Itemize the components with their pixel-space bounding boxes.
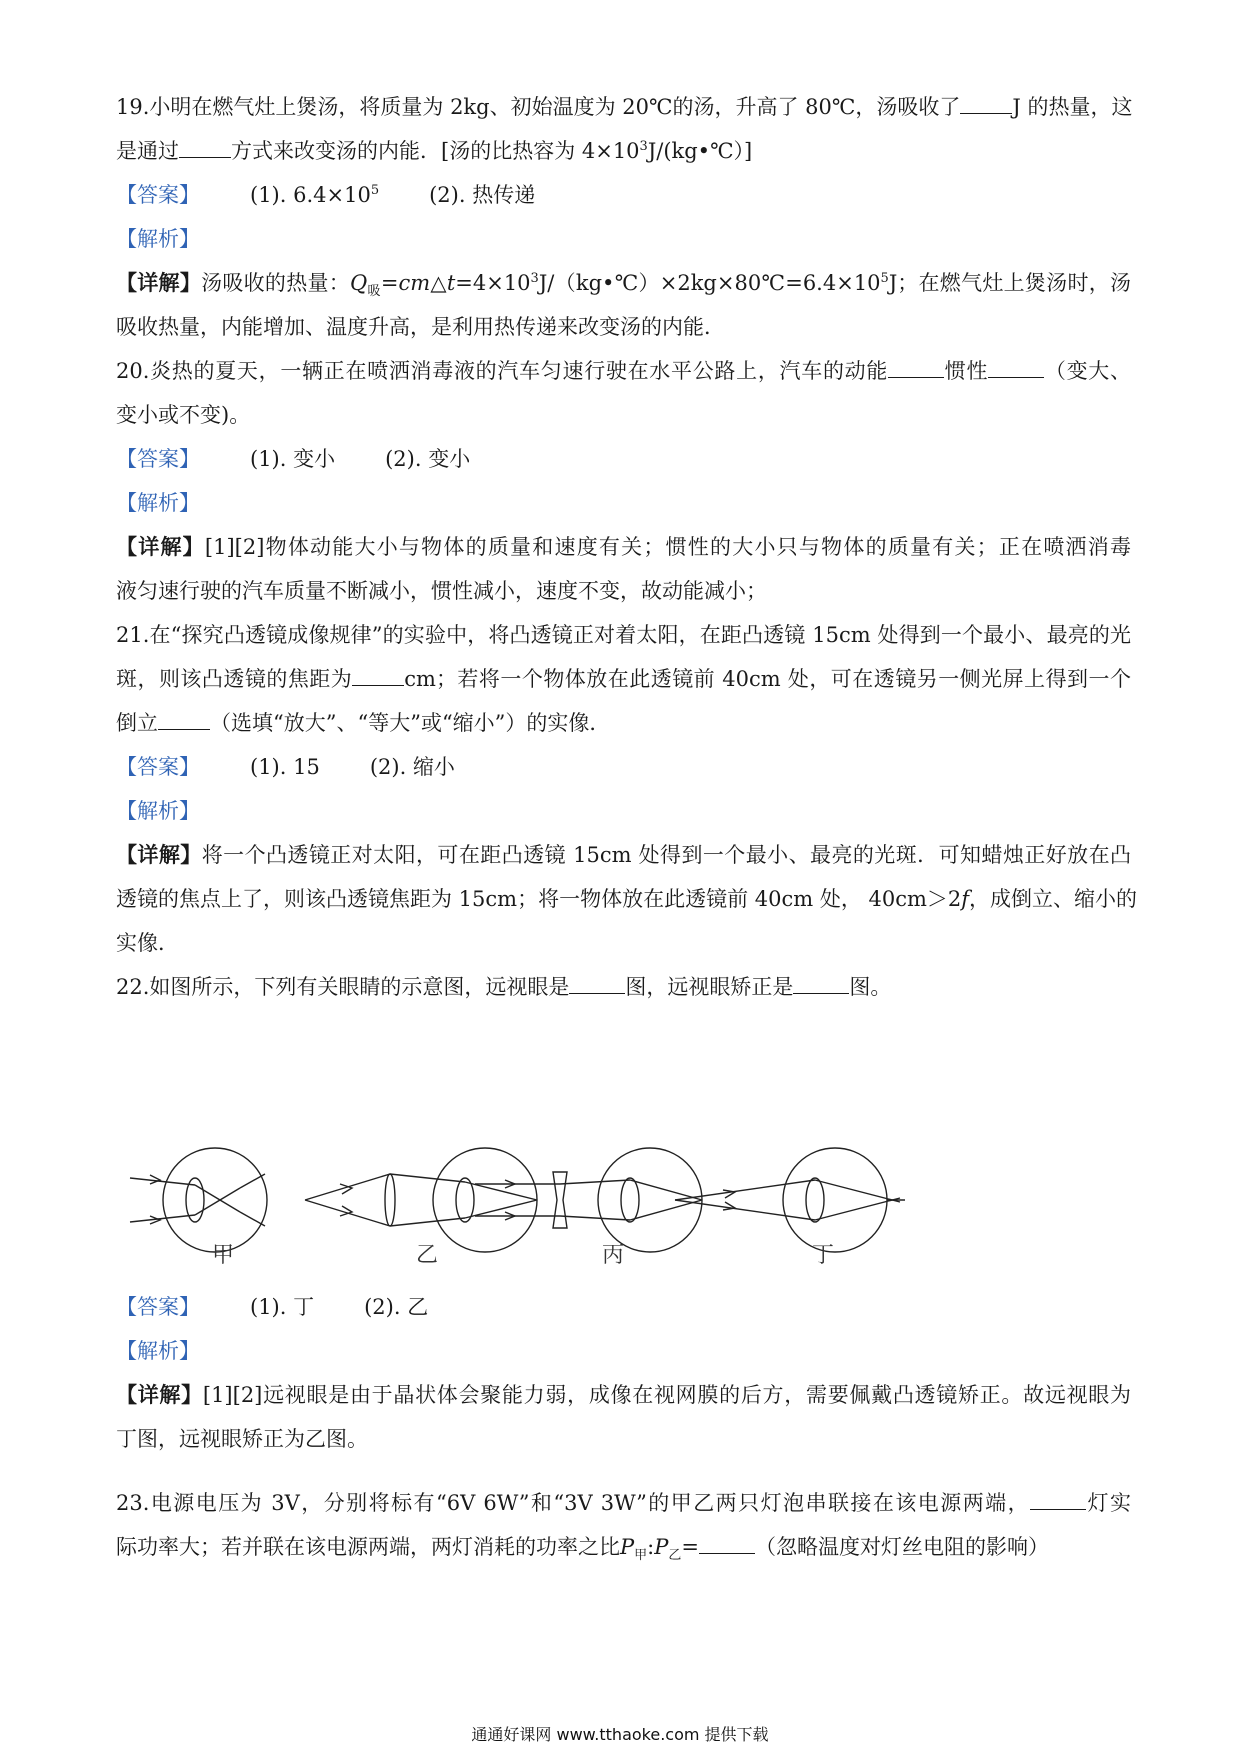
answer-line: 【答案】 (1). 丁 (2). 乙 — [116, 1295, 429, 1319]
answer-label: 【答案】 — [116, 1295, 200, 1319]
answer-blank — [960, 93, 1012, 114]
analysis-label: 【解析】 — [116, 227, 200, 251]
question-19-line-1: 19.小明在燃气灶上煲汤，将质量为 2kg、初始温度为 20℃的汤，升高了 80℃，汤吸收了 J 的热量，这 — [116, 95, 1133, 119]
figure-label-yi: 乙 — [416, 1243, 439, 1268]
answer-blank — [988, 357, 1044, 378]
question-23-line-1: 23.电源电压为 3V，分别将标有“6V 6W”和“3V 3W”的甲乙两只灯泡串联接在该电源两端， 灯实 — [116, 1491, 1131, 1515]
analysis-label: 【解析】 — [116, 1339, 200, 1363]
answer-line: 【答案】 (1). 变小 (2). 变小 — [116, 447, 471, 471]
page-footer: 通通好课网 www.tthaoke.com 提供下载 — [471, 1725, 769, 1744]
analysis-label: 【解析】 — [116, 799, 200, 823]
answer-blank — [158, 709, 210, 730]
answer-label: 【答案】 — [116, 755, 200, 779]
answer-blank — [569, 973, 625, 994]
eye-diagram-ding — [675, 1148, 905, 1252]
figure-label-ding: 丁 — [812, 1243, 835, 1268]
answer-blank — [1030, 1489, 1086, 1510]
answer-blank — [699, 1533, 755, 1554]
detail-line: 透镜的焦点上了，则该凸透镜焦距为 15cm；将一物体放在此透镜前 40cm 处， 40cm＞2f，成倒立、缩小的 — [116, 887, 1138, 911]
question-23-line-2: 际功率大；若并联在该电源两端，两灯消耗的功率之比$P_甲:P_乙=$ （忽略温度对灯丝电阻的影响） — [116, 1535, 1049, 1564]
answer-blank — [352, 665, 404, 686]
detail-label: 【详解】 — [116, 270, 202, 295]
answer-blank — [179, 137, 231, 158]
detail-line: 丁图，远视眼矫正为乙图。 — [116, 1427, 368, 1451]
answer-blank — [793, 973, 849, 994]
question-20-line-1: 20.炎热的夏天，一辆正在喷洒消毒液的汽车匀速行驶在水平公路上，汽车的动能 惯性 （变大、 — [116, 359, 1132, 383]
eye-diagram-figure — [120, 1140, 920, 1280]
detail-line: 【详解】将一个凸透镜正对太阳，可在距凸透镜 15cm 处得到一个最小、最亮的光斑．可知蜡烛正好放在凸 — [116, 842, 1132, 867]
analysis-label: 【解析】 — [116, 491, 200, 515]
eye-diagram-jia — [130, 1148, 267, 1252]
detail-line: 【详解】汤吸收的热量：$Q_吸=cm\triangle t=4\times 10^3J/(kg•℃)\times 2kg\times 80℃=6.4\times 10^5J$；在燃气灶上煲汤时，汤 — [116, 270, 1131, 300]
detail-label: 【详解】 — [116, 534, 205, 559]
detail-line: 吸收热量，内能增加、温度升高，是利用热传递来改变汤的内能． — [116, 315, 725, 339]
detail-label: 【详解】 — [116, 842, 202, 867]
eye-diagram-bing — [475, 1148, 702, 1252]
figure-label-jia: 甲 — [212, 1243, 235, 1268]
answer-line: 【答案】 (1). 15 (2). 缩小 — [116, 755, 455, 779]
figure-label-bing: 丙 — [602, 1243, 625, 1268]
question-22-line-1: 22.如图所示，下列有关眼睛的示意图，远视眼是 图，远视眼矫正是 图。 — [116, 975, 892, 999]
question-19-line-2: 是通过 方式来改变汤的内能．[汤的比热容为 $4\times 10^3J/(kg•℃)$] — [116, 139, 753, 163]
answer-label: 【答案】 — [116, 447, 200, 471]
answer-blank — [888, 357, 944, 378]
detail-line: 实像． — [116, 931, 179, 955]
eye-diagram-yi — [305, 1148, 537, 1252]
answer-line: 【答案】 (1). $6.4\times 10^5$ (2). 热传递 — [116, 183, 536, 207]
detail-line: 液匀速行驶的汽车质量不断减小，惯性减小，速度不变，故动能减小； — [116, 579, 767, 603]
detail-label: 【详解】 — [116, 1382, 203, 1407]
question-21-line-1: 21.在“探究凸透镜成像规律”的实验中，将凸透镜正对着太阳，在距凸透镜 15cm 处得到一个最小、最亮的光 — [116, 623, 1131, 647]
question-21-line-2: 斑，则该凸透镜的焦距为 cm；若将一个物体放在此透镜前 40cm 处，可在透镜另一侧光屏上得到一个 — [116, 667, 1132, 691]
answer-label: 【答案】 — [116, 183, 200, 207]
detail-line: 【详解】[1][2]物体动能大小与物体的质量和速度有关；惯性的大小只与物体的质量有关；正在喷洒消毒 — [116, 534, 1131, 559]
question-21-line-3: 倒立 （选填“放大”、“等大”或“缩小”）的实像． — [116, 711, 611, 735]
question-20-line-2: 变小或不变)。 — [116, 403, 251, 427]
detail-line: 【详解】[1][2]远视眼是由于晶状体会聚能力弱，成像在视网膜的后方，需要佩戴凸透镜矫正。故远视眼为 — [116, 1382, 1132, 1407]
